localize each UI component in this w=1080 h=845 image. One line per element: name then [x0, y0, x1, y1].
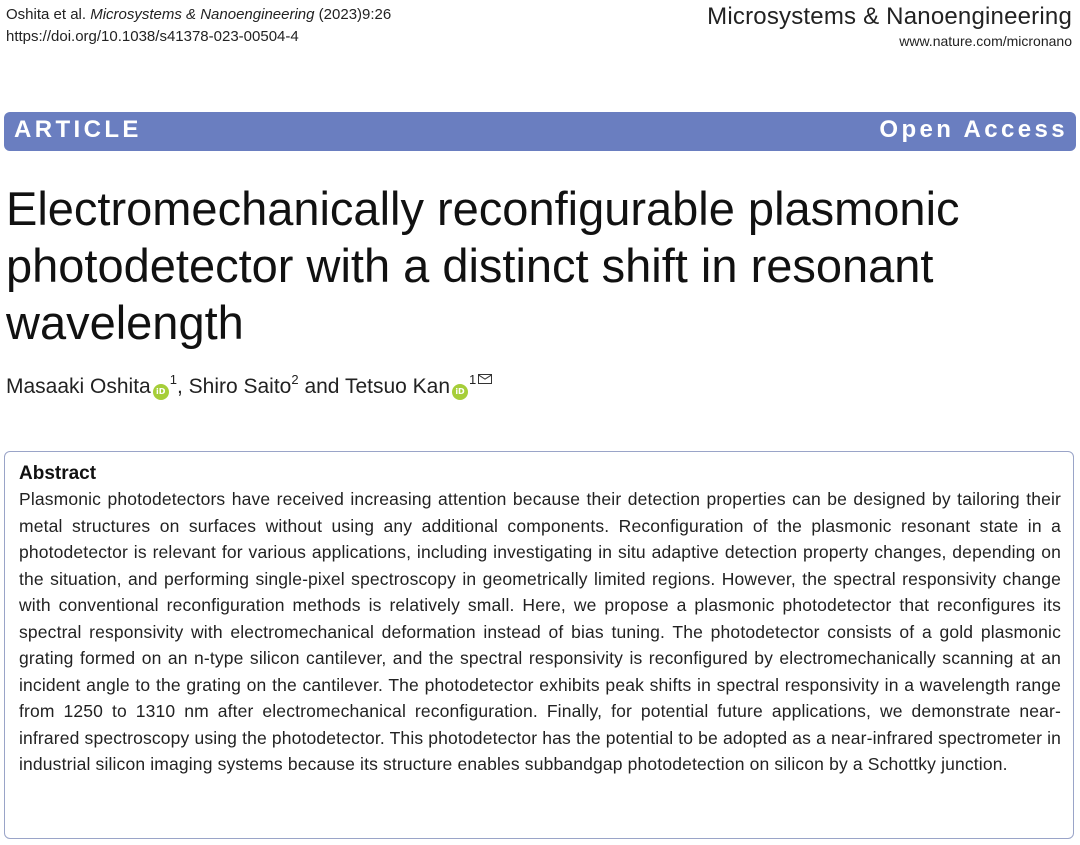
mail-icon[interactable]	[478, 374, 492, 384]
author-name[interactable]: Shiro Saito	[188, 375, 292, 398]
author-name[interactable]: Masaaki Oshita	[6, 375, 151, 398]
citation-journal: Microsystems & Nanoengineering	[90, 6, 315, 23]
citation-volume: (2023)9:26	[318, 6, 392, 23]
author-separator: and	[298, 375, 345, 398]
journal-title: Microsystems & Nanoengineering	[707, 3, 1072, 30]
article-type-label: ARTICLE	[14, 116, 142, 143]
orcid-icon[interactable]: iD	[153, 384, 169, 400]
citation-authors: Oshita et al.	[6, 6, 87, 23]
citation-line	[6, 4, 391, 26]
abstract-box	[4, 451, 1074, 839]
journal-url-link[interactable]: www.nature.com/micronano	[899, 33, 1072, 49]
open-access-label: Open Access	[879, 116, 1068, 143]
journal-header	[707, 2, 1072, 50]
citation-header	[6, 4, 391, 48]
author-separator: ,	[176, 375, 189, 398]
abstract-heading: Abstract	[19, 463, 97, 484]
doi-link[interactable]: https://doi.org/10.1038/s41378-023-00504-4	[6, 28, 299, 45]
author-name[interactable]: Tetsuo Kan	[344, 375, 451, 398]
orcid-icon[interactable]: iD	[452, 384, 468, 400]
author-affiliation[interactable]: 1	[169, 372, 177, 387]
paper-title: Electromechanically reconfigurable plasmonic photodetector with a distinct shift in resonant wavelength	[6, 182, 960, 349]
abstract-text: Plasmonic photodetectors have received increasing attention because their detection properties can be designed by tailoring their metal structures on surfaces without using any additional components. Reconfiguration of the plasmonic resonant state in a photodetector is relevant for various applications, including investigating in situ adaptive detection property changes, depending on the situation, and performing single-pixel spectroscopy in geometrically limited regions. However, the spectral responsivity change with conventional reconfiguration methods is relatively small. Here, we propose a plasmonic photodetector that reconfigures its spectral responsivity with electromechanical deformation instead of bias tuning. The photodetector consists of a gold plasmonic grating formed on an n-type silicon cantilever, and the spectral responsivity is reconfigured by electromechanically scanning at an incident angle to the grating on the cantilever. The photodetector exhibits peak shifts in spectral responsivity in a wavelength range from 1250 to 1310 nm after electromechanical reconfiguration. Finally, for potential future applications, we demonstrate near-infrared spectroscopy using the photodetector. This photodetector has the potential to be adopted as a near-infrared spectrometer in industrial silicon imaging systems because its structure enables subbandgap photodetection on silicon by a Schottky junction.	[19, 489, 1061, 774]
author-list	[6, 372, 492, 402]
author-affiliation[interactable]: 2	[291, 372, 299, 387]
article-banner	[4, 112, 1076, 151]
author-affiliation[interactable]: 1	[469, 372, 477, 387]
